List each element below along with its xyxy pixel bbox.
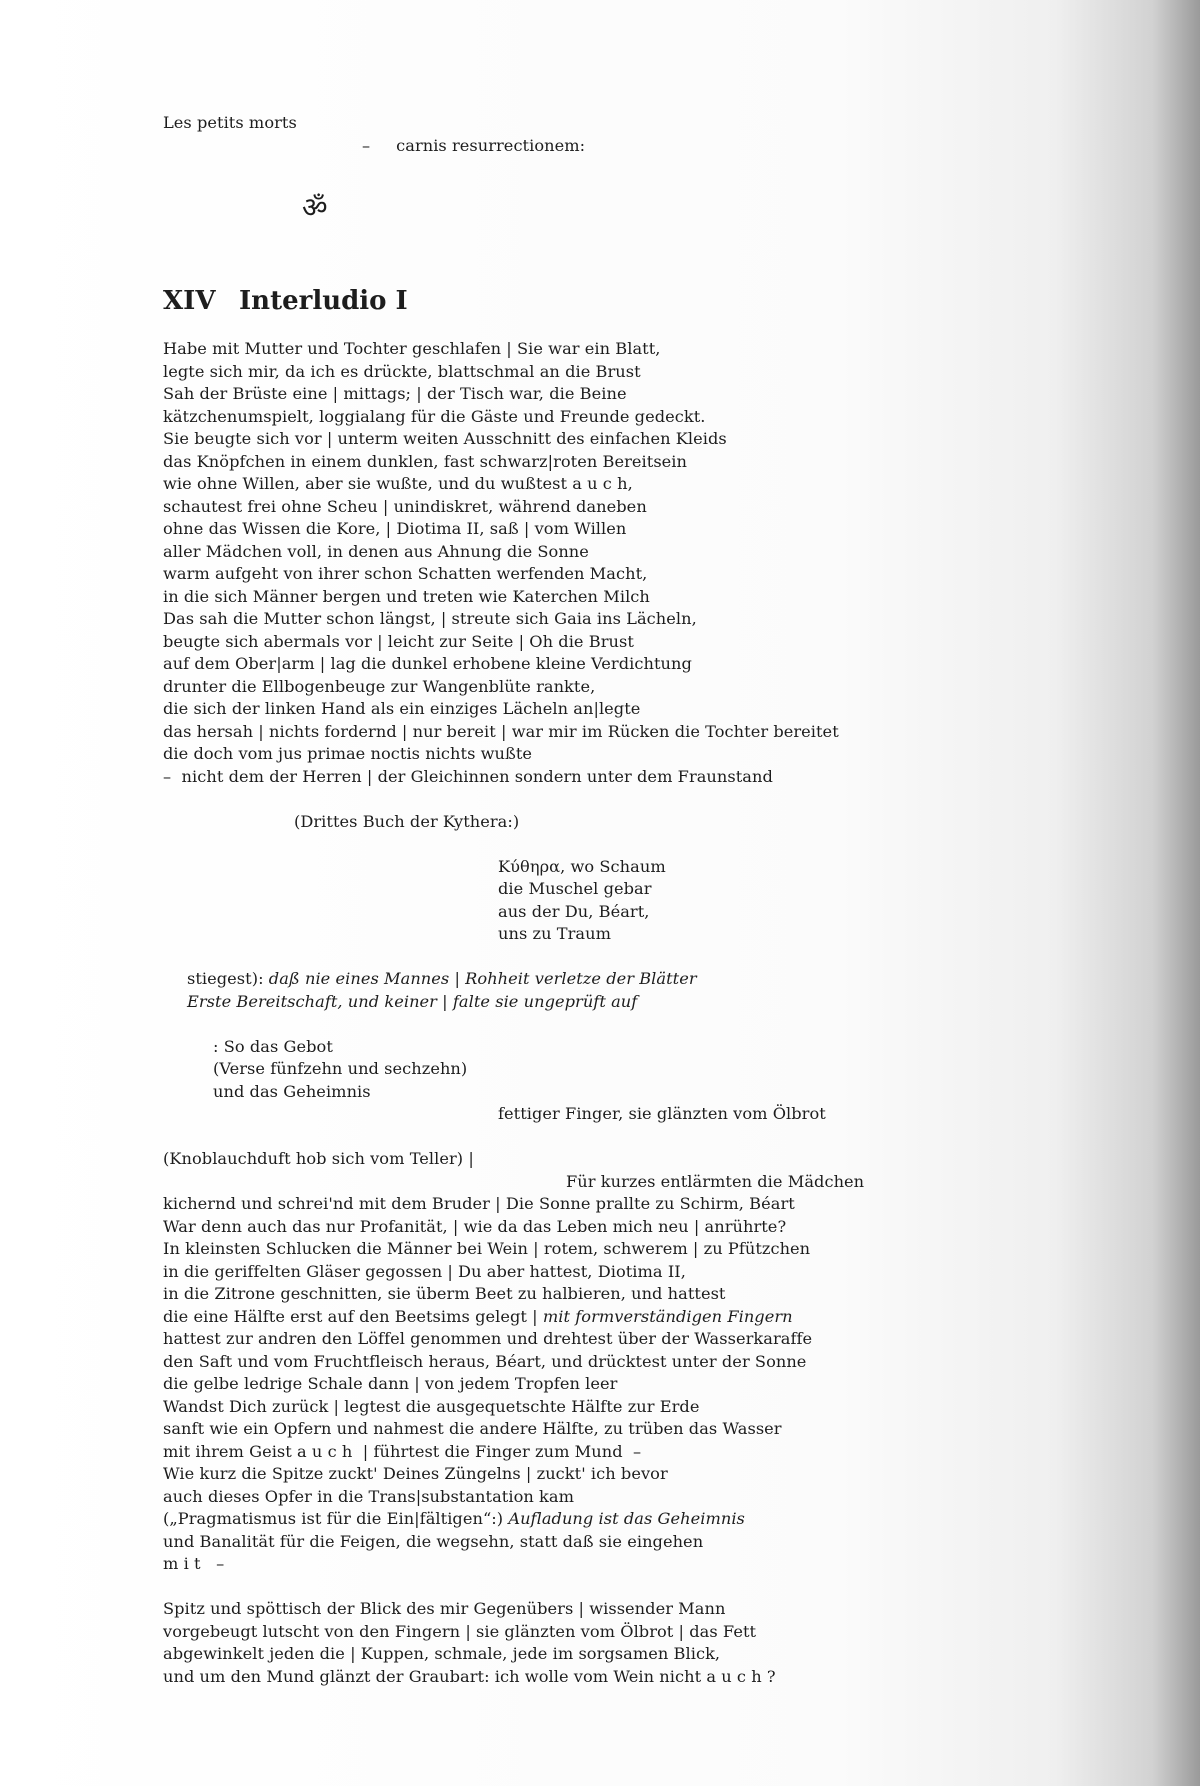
verse-line [163,1306,793,1328]
italic-quote-line: Erste Bereitschaft, und keiner | falte sie ungeprüft auf [187,992,638,1011]
running-line-2: – carnis resurrectionem: [362,136,586,155]
chapter-number: XIV [163,286,216,316]
verse-line: aller Mädchen voll, in denen aus Ahnung die Sonne [163,542,589,561]
verse-line: warm aufgeht von ihrer schon Schatten werfenden Macht, [163,564,648,583]
verse-line: und Banalität für die Feigen, die wegsehn, statt daß sie eingehen [163,1532,704,1551]
verse-line: hattest zur andren den Löffel genommen und drehtest über der Wasserkaraffe [163,1329,813,1348]
verse-line: Habe mit Mutter und Tochter geschlafen | Sie war ein Blatt, [163,339,661,358]
verse-line: in die geriffelten Gläser gegossen | Du aber hattest, Diotima II, [163,1262,686,1281]
gebot-line: : So das Gebot [213,1037,333,1056]
verse-line: sanft wie ein Opfern und nahmest die andere Hälfte, zu trüben das Wasser [163,1419,782,1438]
kythera-verse-line: uns zu Traum [498,924,611,943]
verse-line: auch dieses Opfer in die Trans|substantation kam [163,1487,574,1506]
verse-line: wie ohne Willen, aber sie wußte, und du wußtest a u c h, [163,474,633,493]
verse-line: Wie kurz die Spitze zuckt' Deines Züngelns | zuckt' ich bevor [163,1464,668,1483]
italic-quote: daß nie eines Mannes | Rohheit verletze der Blätter [268,969,697,988]
verse-line [163,1508,745,1530]
verse-line: legte sich mir, da ich es drückte, blattschmal an die Brust [163,362,641,381]
verse-line: Sah der Brüste eine | mittags; | der Tisch war, die Beine [163,384,627,403]
verse-line: Wandst Dich zurück | legtest die ausgequetschte Hälfte zur Erde [163,1397,700,1416]
om-symbol-icon: ॐ [302,191,328,224]
kythera-intro: (Drittes Buch der Kythera:) [294,812,520,831]
stiegest-line [187,968,697,990]
verse-line: ohne das Wissen die Kore, | Diotima II, saß | vom Willen [163,519,627,538]
italic-phrase: mit formverständigen Fingern [542,1307,793,1326]
verse-line: auf dem Ober|arm | lag die dunkel erhobene kleine Verdichtung [163,654,692,673]
gebot-line: und das Geheimnis [213,1082,371,1101]
verse-text: („Pragmatismus ist für die Ein|fältigen“:) [163,1509,509,1528]
verse-line: – nicht dem der Herren | der Gleichinnen sondern unter dem Fraunstand [163,767,773,786]
verse-line: in die Zitrone geschnitten, sie überm Beet zu halbieren, und hattest [163,1284,726,1303]
verse-line: den Saft und vom Fruchtfleisch heraus, Béart, und drücktest unter der Sonne [163,1352,807,1371]
verse-line: die sich der linken Hand als ein einziges Lächeln an|legte [163,699,641,718]
running-line-1: Les petits morts [163,113,297,132]
verse-line: abgewinkelt jeden die | Kuppen, schmale, jede im sorgsamen Blick, [163,1644,721,1663]
chapter-title: Interludio I [239,286,408,316]
stiegest-prefix: stiegest): [187,969,269,988]
verse-line: In kleinsten Schlucken die Männer bei Wein | rotem, schwerem | zu Pfützchen [163,1239,811,1258]
knoblauch-line: (Knoblauchduft hob sich vom Teller) | [163,1149,474,1168]
italic-phrase: Aufladung ist das Geheimnis [508,1509,745,1528]
verse-line: und um den Mund glänzt der Graubart: ich wolle vom Wein nicht a u c h ? [163,1667,776,1686]
verse-line: m i t – [163,1554,225,1573]
verse-line: drunter die Ellbogenbeuge zur Wangenblüte rankte, [163,677,596,696]
verse-line: das hersah | nichts fordernd | nur bereit | war mir im Rücken die Tochter bereitet [163,722,839,741]
verse-line: Sie beugte sich vor | unterm weiten Ausschnitt des einfachen Kleids [163,429,727,448]
verse-line: Spitz und spöttisch der Blick des mir Gegenübers | wissender Mann [163,1599,726,1618]
kurzes-line: Für kurzes entlärmten die Mädchen [566,1172,865,1191]
verse-line: die gelbe ledrige Schale dann | von jedem Tropfen leer [163,1374,618,1393]
verse-line: die doch vom jus primae noctis nichts wußte [163,744,533,763]
verse-line: in die sich Männer bergen und treten wie Katerchen Milch [163,587,650,606]
verse-line: mit ihrem Geist a u c h | führtest die Finger zum Mund – [163,1442,642,1461]
verse-line: beugte sich abermals vor | leicht zur Seite | Oh die Brust [163,632,634,651]
verse-line: War denn auch das nur Profanität, | wie da das Leben mich neu | anrührte? [163,1217,787,1236]
finger-line: fettiger Finger, sie glänzten vom Ölbrot [498,1104,826,1123]
kythera-verse-line: Κύθηρα, wo Schaum [498,857,666,876]
verse-line: vorgebeugt lutscht von den Fingern | sie glänzten vom Ölbrot | das Fett [163,1622,757,1641]
verse-line: Das sah die Mutter schon längst, | streute sich Gaia ins Lächeln, [163,609,697,628]
verse-line: schautest frei ohne Scheu | unindiskret, während daneben [163,497,647,516]
verse-line: kätzchenumspielt, loggialang für die Gäste und Freunde gedeckt. [163,407,706,426]
verse-line: das Knöpfchen in einem dunklen, fast schwarz|roten Bereitsein [163,452,688,471]
gebot-line: (Verse fünfzehn und sechzehn) [213,1059,468,1078]
verse-line: kichernd und schrei'nd mit dem Bruder | Die Sonne prallte zu Schirm, Béart [163,1194,795,1213]
kythera-verse-line: die Muschel gebar [498,879,652,898]
kythera-verse-line: aus der Du, Béart, [498,902,650,921]
verse-text: die eine Hälfte erst auf den Beetsims gelegt | [163,1307,543,1326]
